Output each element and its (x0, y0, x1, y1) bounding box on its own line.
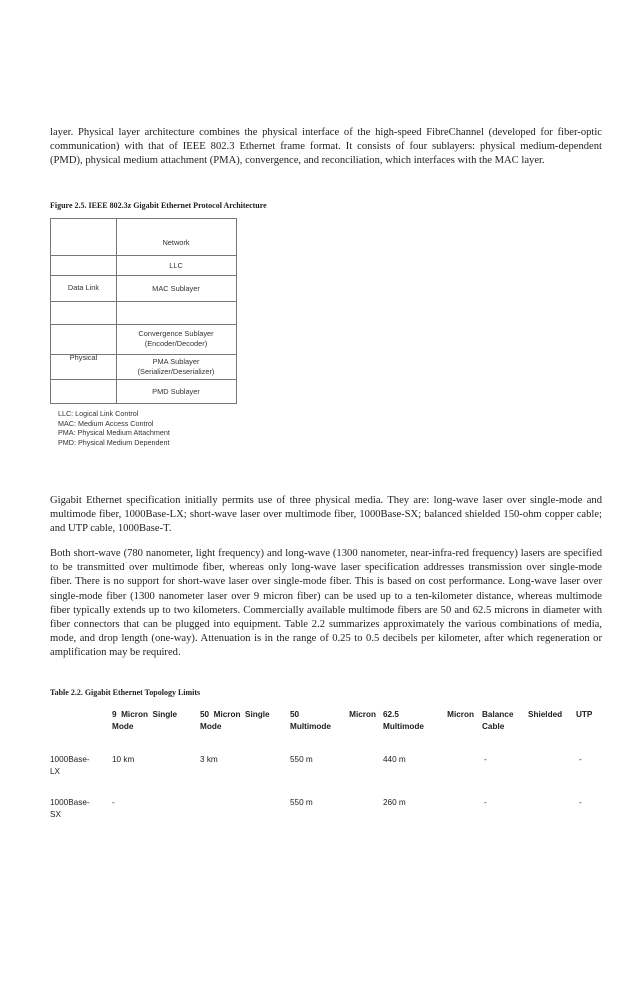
convergence-row (51, 324, 236, 355)
shortwave-paragraph: Both short-wave (780 nanometer, light frequency) and long-wave (1300 nanometer, near-infra-red frequency) lasers are specified to be transmitted over multimode fiber, whereas only long-wave laser specification addresses transmission over single-mode fiber. There is no support for short-wave laser over single-mode fiber. This is based on cost performance. Long-wave laser over single-mode fiber (1300 nanometer laser over 9 micron fiber) can be used up to a ten-kilometer distance, whereas multimode fiber typically extends up to two kilometers. Commercially available multimode fibers are 50 and 62.5 microns in diameter with fiber connectors that can be plugged into equipment. Table 2.2 summarizes approximately the various combinations of media, mode, and drop length (one-way). Attenuation is in the range of 0.25 to 0.5 decibels per kilometer, after which regeneration or amplification may be required. (50, 548, 602, 659)
header-text: Multimode (290, 722, 331, 731)
cell-9-micron: - (112, 798, 115, 807)
table-header-62-5-multimode (383, 709, 474, 733)
table-caption: Table 2.2. Gigabit Ethernet Topology Limits (50, 688, 201, 697)
data-link-label: Data Link (67, 283, 100, 292)
pmd-row (51, 380, 236, 403)
header-text: 50 Micron Single (200, 710, 270, 719)
cell-balance-cable: - (484, 798, 487, 807)
cell-utp: - (579, 798, 582, 807)
table-header-50-micron-single (200, 709, 270, 733)
network-label: Network (162, 238, 190, 247)
network-row (51, 219, 236, 256)
header-text: 62.5 (383, 710, 399, 719)
pma-label-2: (Serializer/Deserializer) (137, 367, 215, 376)
table-header-balance-cable (482, 709, 513, 733)
cell-9-micron: 10 km (112, 755, 135, 764)
header-text: 9 Micron Single (112, 710, 178, 719)
cell-50-micron-single: 3 km (200, 755, 218, 764)
convergence-label-2: (Encoder/Decoder) (144, 339, 208, 348)
header-text: Multimode (383, 722, 424, 731)
cell-62-5-multimode: 440 m (383, 755, 406, 764)
row-name-line: LX (50, 767, 61, 776)
pma-label-1: PMA Sublayer (152, 357, 200, 366)
header-text: Balance (482, 710, 514, 719)
legend-item: PMD: Physical Medium Dependent (58, 437, 170, 447)
table-header-9-micron (112, 709, 177, 733)
table-header-50-multimode (290, 709, 376, 733)
header-text: Micron (349, 710, 376, 719)
llc-row (51, 256, 236, 276)
protocol-architecture-diagram (50, 218, 237, 404)
cell-50-multimode: 550 m (290, 755, 313, 764)
physical-label: Physical (69, 353, 98, 362)
column-divider (116, 219, 117, 403)
cell-62-5-multimode: 260 m (383, 798, 406, 807)
gap-row (51, 302, 236, 324)
mac-sublayer-label: MAC Sublayer (152, 284, 200, 293)
header-text: 50 (290, 710, 300, 719)
table-header-shielded: Shielded (528, 710, 563, 719)
figure-caption: Figure 2.5. IEEE 802.3z Gigabit Ethernet Protocol Architecture (50, 201, 267, 210)
cell-utp: - (579, 755, 582, 764)
figure-legend (58, 409, 170, 447)
pmd-label: PMD Sublayer (152, 387, 200, 396)
header-text: Cable (482, 722, 505, 731)
cell-balance-cable: - (484, 755, 487, 764)
intro-paragraph: layer. Physical layer architecture combines the physical interface of the high-speed FibreChannel (developed for fiber-optic communication) with that of IEEE 802.3 Ethernet frame format. It consists of four sublayers: physical medium-dependent (PMD), physical medium attachment (PMA), convergence, and reconciliation, which interfaces with the MAC layer. (50, 127, 602, 167)
table-header-utp: UTP (576, 710, 593, 719)
row-name-line: 1000Base- (50, 798, 90, 807)
legend-item: PMA: Physical Medium Attachment (58, 428, 170, 438)
gigabit-paragraph: Gigabit Ethernet specification initially permits use of three physical media. They are: long-wave laser over single-mode and multimode fiber, 1000Base-LX; short-wave laser over multimode fiber, 1000Base-SX; balanced shielded 150-ohm copper cable; and UTP cable, 1000Base-T. (50, 495, 602, 535)
legend-item: MAC: Medium Access Control (58, 418, 154, 428)
header-text: Mode (200, 722, 222, 731)
llc-label: LLC (169, 261, 183, 270)
header-text: Mode (112, 722, 134, 731)
header-text: Micron (447, 710, 474, 719)
row-name-line: SX (50, 810, 61, 819)
row-name (50, 797, 90, 821)
row-name (50, 754, 90, 778)
row-name-line: 1000Base- (50, 755, 90, 764)
legend-item: LLC: Logical Link Control (58, 409, 139, 418)
cell-50-multimode: 550 m (290, 798, 313, 807)
convergence-label-1: Convergence Sublayer (138, 329, 214, 338)
